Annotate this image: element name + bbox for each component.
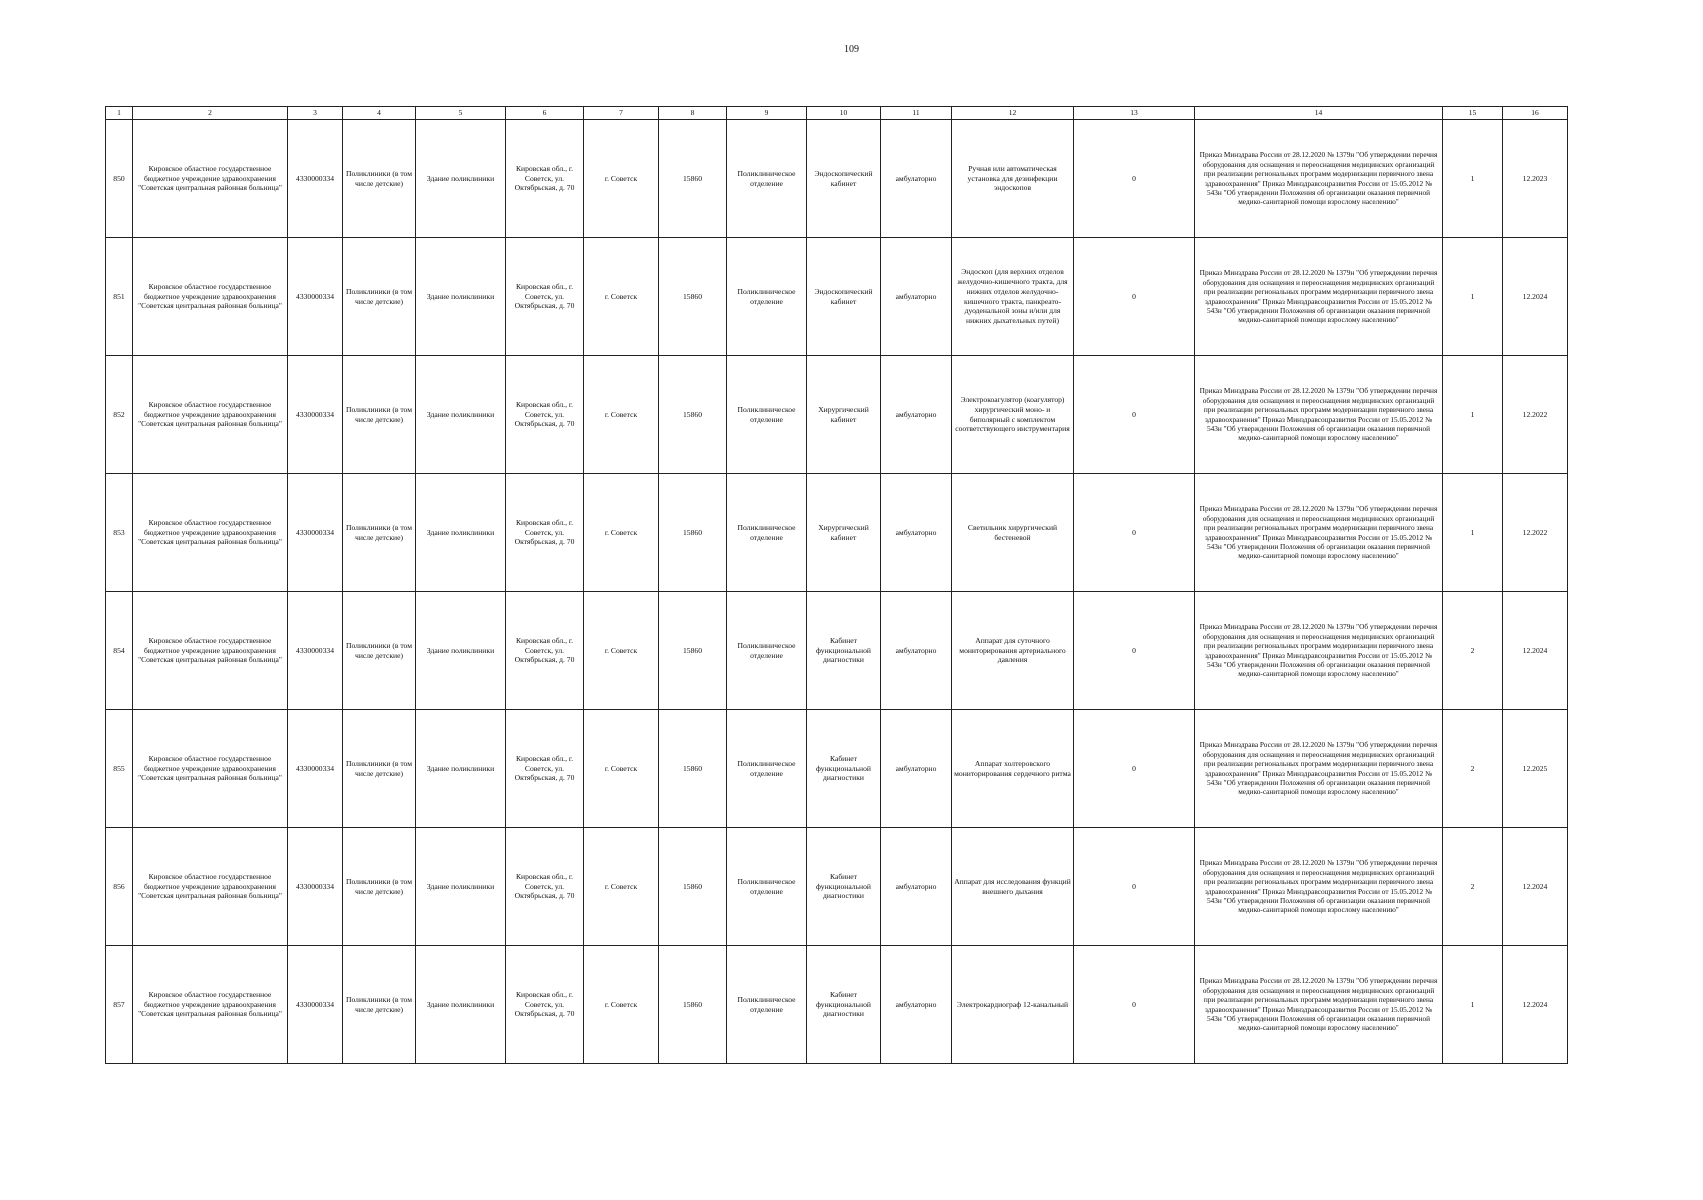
facility-type-cell: Поликлиники (в том числе детские) xyxy=(343,120,416,238)
column-header: 7 xyxy=(584,107,659,120)
inn-cell: 4330000334 xyxy=(288,120,343,238)
table-row xyxy=(106,592,1568,710)
table-row xyxy=(106,946,1568,1064)
row-number-cell: 854 xyxy=(106,592,133,710)
equipment-name-cell: Светильник хирургический бестеневой xyxy=(952,474,1074,592)
care-form-cell: амбулаторно xyxy=(881,946,952,1064)
department-cell: Поликлиническое отделение xyxy=(727,238,807,356)
address-cell: Кировская обл., г. Советск, ул. Октябрьская, д. 70 xyxy=(506,710,584,828)
organization-cell: Кировское областное государственное бюджетное учреждение здравоохранения "Советская центральная районная больница" xyxy=(133,120,288,238)
regulatory-basis-cell: Приказ Минздрава России от 28.12.2020 № 1379н "Об утверждении перечня оборудования для оснащения и переоснащения медицинских организаций при реализации региональных программ модернизации первичного звена здравоохранения" Приказ Минздравсоцразвития России от 15.05.2012 № 543н "Об утверждении Положения об организации оказания первичной медико-санитарной помощи взрослому населению" xyxy=(1195,474,1443,592)
column-header: 4 xyxy=(343,107,416,120)
cabinet-cell: Кабинет функциональной диагностики xyxy=(807,592,881,710)
building-cell: Здание поликлиники xyxy=(416,828,506,946)
building-cell: Здание поликлиники xyxy=(416,120,506,238)
city-cell: г. Советск xyxy=(584,592,659,710)
column-header: 1 xyxy=(106,107,133,120)
available-qty-cell: 0 xyxy=(1074,356,1195,474)
row-number-cell: 852 xyxy=(106,356,133,474)
city-cell: г. Советск xyxy=(584,120,659,238)
building-cell: Здание поликлиники xyxy=(416,592,506,710)
column-header: 8 xyxy=(659,107,727,120)
regulatory-basis-cell: Приказ Минздрава России от 28.12.2020 № 1379н "Об утверждении перечня оборудования для оснащения и переоснащения медицинских организаций при реализации региональных программ модернизации первичного звена здравоохранения" Приказ Минздравсоцразвития России от 15.05.2012 № 543н "Об утверждении Положения об организации оказания первичной медико-санитарной помощи взрослому населению" xyxy=(1195,828,1443,946)
building-cell: Здание поликлиники xyxy=(416,474,506,592)
equipment-register-table xyxy=(105,106,1568,1064)
facility-type-cell: Поликлиники (в том числе детские) xyxy=(343,474,416,592)
facility-type-cell: Поликлиники (в том числе детские) xyxy=(343,592,416,710)
available-qty-cell: 0 xyxy=(1074,474,1195,592)
equipment-name-cell: Аппарат для суточного мониторирования артериального давления xyxy=(952,592,1074,710)
table-row xyxy=(106,474,1568,592)
table-row xyxy=(106,710,1568,828)
row-number-cell: 857 xyxy=(106,946,133,1064)
city-cell: г. Советск xyxy=(584,356,659,474)
available-qty-cell: 0 xyxy=(1074,592,1195,710)
organization-cell: Кировское областное государственное бюджетное учреждение здравоохранения "Советская центральная районная больница" xyxy=(133,356,288,474)
inn-cell: 4330000334 xyxy=(288,710,343,828)
organization-cell: Кировское областное государственное бюджетное учреждение здравоохранения "Советская центральная районная больница" xyxy=(133,828,288,946)
inn-cell: 4330000334 xyxy=(288,356,343,474)
building-cell: Здание поликлиники xyxy=(416,356,506,474)
equipment-name-cell: Эндоскоп (для верхних отделов желудочно-кишечного тракта, для нижних отделов желудочно-кишечного тракта, панкреато-дуоденальной зоны и/или для нижних дыхательных путей) xyxy=(952,238,1074,356)
regulatory-basis-cell: Приказ Минздрава России от 28.12.2020 № 1379н "Об утверждении перечня оборудования для оснащения и переоснащения медицинских организаций при реализации региональных программ модернизации первичного звена здравоохранения" Приказ Минздравсоцразвития России от 15.05.2012 № 543н "Об утверждении Положения об организации оказания первичной медико-санитарной помощи взрослому населению" xyxy=(1195,592,1443,710)
column-header: 13 xyxy=(1074,107,1195,120)
equipment-name-cell: Аппарат холтеровского мониторирования сердечного ритма xyxy=(952,710,1074,828)
settlement-code-cell: 15860 xyxy=(659,592,727,710)
organization-cell: Кировское областное государственное бюджетное учреждение здравоохранения "Советская центральная районная больница" xyxy=(133,946,288,1064)
column-number-row xyxy=(106,107,1568,120)
settlement-code-cell: 15860 xyxy=(659,356,727,474)
cabinet-cell: Эндоскопический кабинет xyxy=(807,120,881,238)
required-qty-cell: 1 xyxy=(1443,946,1503,1064)
city-cell: г. Советск xyxy=(584,710,659,828)
page-number: 109 xyxy=(844,44,859,55)
row-number-cell: 853 xyxy=(106,474,133,592)
column-header: 14 xyxy=(1195,107,1443,120)
address-cell: Кировская обл., г. Советск, ул. Октябрьская, д. 70 xyxy=(506,592,584,710)
settlement-code-cell: 15860 xyxy=(659,238,727,356)
facility-type-cell: Поликлиники (в том числе детские) xyxy=(343,238,416,356)
address-cell: Кировская обл., г. Советск, ул. Октябрьская, д. 70 xyxy=(506,828,584,946)
delivery-date-cell: 12.2022 xyxy=(1503,356,1568,474)
required-qty-cell: 2 xyxy=(1443,828,1503,946)
required-qty-cell: 1 xyxy=(1443,356,1503,474)
delivery-date-cell: 12.2025 xyxy=(1503,710,1568,828)
required-qty-cell: 2 xyxy=(1443,710,1503,828)
table-row xyxy=(106,120,1568,238)
inn-cell: 4330000334 xyxy=(288,238,343,356)
inn-cell: 4330000334 xyxy=(288,592,343,710)
organization-cell: Кировское областное государственное бюджетное учреждение здравоохранения "Советская центральная районная больница" xyxy=(133,710,288,828)
settlement-code-cell: 15860 xyxy=(659,828,727,946)
equipment-name-cell: Ручная или автоматическая установка для дезинфекции эндоскопов xyxy=(952,120,1074,238)
cabinet-cell: Кабинет функциональной диагностики xyxy=(807,828,881,946)
organization-cell: Кировское областное государственное бюджетное учреждение здравоохранения "Советская центральная районная больница" xyxy=(133,238,288,356)
building-cell: Здание поликлиники xyxy=(416,946,506,1064)
facility-type-cell: Поликлиники (в том числе детские) xyxy=(343,946,416,1064)
department-cell: Поликлиническое отделение xyxy=(727,592,807,710)
equipment-name-cell: Электрокардиограф 12-канальный xyxy=(952,946,1074,1064)
settlement-code-cell: 15860 xyxy=(659,946,727,1064)
required-qty-cell: 2 xyxy=(1443,592,1503,710)
settlement-code-cell: 15860 xyxy=(659,474,727,592)
regulatory-basis-cell: Приказ Минздрава России от 28.12.2020 № 1379н "Об утверждении перечня оборудования для оснащения и переоснащения медицинских организаций при реализации региональных программ модернизации первичного звена здравоохранения" Приказ Минздравсоцразвития России от 15.05.2012 № 543н "Об утверждении Положения об организации оказания первичной медико-санитарной помощи взрослому населению" xyxy=(1195,710,1443,828)
inn-cell: 4330000334 xyxy=(288,946,343,1064)
department-cell: Поликлиническое отделение xyxy=(727,356,807,474)
regulatory-basis-cell: Приказ Минздрава России от 28.12.2020 № 1379н "Об утверждении перечня оборудования для оснащения и переоснащения медицинских организаций при реализации региональных программ модернизации первичного звена здравоохранения" Приказ Минздравсоцразвития России от 15.05.2012 № 543н "Об утверждении Положения об организации оказания первичной медико-санитарной помощи взрослому населению" xyxy=(1195,238,1443,356)
cabinet-cell: Кабинет функциональной диагностики xyxy=(807,710,881,828)
column-header: 10 xyxy=(807,107,881,120)
delivery-date-cell: 12.2023 xyxy=(1503,120,1568,238)
column-header: 2 xyxy=(133,107,288,120)
column-header: 11 xyxy=(881,107,952,120)
city-cell: г. Советск xyxy=(584,238,659,356)
settlement-code-cell: 15860 xyxy=(659,120,727,238)
delivery-date-cell: 12.2024 xyxy=(1503,946,1568,1064)
available-qty-cell: 0 xyxy=(1074,946,1195,1064)
cabinet-cell: Хирургический кабинет xyxy=(807,474,881,592)
table-row xyxy=(106,356,1568,474)
required-qty-cell: 1 xyxy=(1443,474,1503,592)
department-cell: Поликлиническое отделение xyxy=(727,120,807,238)
settlement-code-cell: 15860 xyxy=(659,710,727,828)
cabinet-cell: Кабинет функциональной диагностики xyxy=(807,946,881,1064)
column-header: 9 xyxy=(727,107,807,120)
city-cell: г. Советск xyxy=(584,474,659,592)
department-cell: Поликлиническое отделение xyxy=(727,474,807,592)
cabinet-cell: Хирургический кабинет xyxy=(807,356,881,474)
regulatory-basis-cell: Приказ Минздрава России от 28.12.2020 № 1379н "Об утверждении перечня оборудования для оснащения и переоснащения медицинских организаций при реализации региональных программ модернизации первичного звена здравоохранения" Приказ Минздравсоцразвития России от 15.05.2012 № 543н "Об утверждении Положения об организации оказания первичной медико-санитарной помощи взрослому населению" xyxy=(1195,946,1443,1064)
column-header: 6 xyxy=(506,107,584,120)
equipment-name-cell: Аппарат для исследования функций внешнего дыхания xyxy=(952,828,1074,946)
care-form-cell: амбулаторно xyxy=(881,120,952,238)
inn-cell: 4330000334 xyxy=(288,828,343,946)
row-number-cell: 856 xyxy=(106,828,133,946)
care-form-cell: амбулаторно xyxy=(881,828,952,946)
row-number-cell: 855 xyxy=(106,710,133,828)
delivery-date-cell: 12.2022 xyxy=(1503,474,1568,592)
required-qty-cell: 1 xyxy=(1443,238,1503,356)
city-cell: г. Советск xyxy=(584,946,659,1064)
delivery-date-cell: 12.2024 xyxy=(1503,238,1568,356)
address-cell: Кировская обл., г. Советск, ул. Октябрьская, д. 70 xyxy=(506,238,584,356)
address-cell: Кировская обл., г. Советск, ул. Октябрьская, д. 70 xyxy=(506,356,584,474)
delivery-date-cell: 12.2024 xyxy=(1503,592,1568,710)
available-qty-cell: 0 xyxy=(1074,120,1195,238)
care-form-cell: амбулаторно xyxy=(881,710,952,828)
department-cell: Поликлиническое отделение xyxy=(727,710,807,828)
required-qty-cell: 1 xyxy=(1443,120,1503,238)
care-form-cell: амбулаторно xyxy=(881,356,952,474)
row-number-cell: 850 xyxy=(106,120,133,238)
address-cell: Кировская обл., г. Советск, ул. Октябрьская, д. 70 xyxy=(506,120,584,238)
building-cell: Здание поликлиники xyxy=(416,238,506,356)
column-header: 16 xyxy=(1503,107,1568,120)
column-header: 5 xyxy=(416,107,506,120)
city-cell: г. Советск xyxy=(584,828,659,946)
organization-cell: Кировское областное государственное бюджетное учреждение здравоохранения "Советская центральная районная больница" xyxy=(133,592,288,710)
available-qty-cell: 0 xyxy=(1074,238,1195,356)
available-qty-cell: 0 xyxy=(1074,828,1195,946)
care-form-cell: амбулаторно xyxy=(881,238,952,356)
available-qty-cell: 0 xyxy=(1074,710,1195,828)
column-header: 3 xyxy=(288,107,343,120)
equipment-name-cell: Электрокоагулятор (коагулятор) хирургический моно- и биполярный с комплектом соответствующего инструментария xyxy=(952,356,1074,474)
building-cell: Здание поликлиники xyxy=(416,710,506,828)
address-cell: Кировская обл., г. Советск, ул. Октябрьская, д. 70 xyxy=(506,474,584,592)
regulatory-basis-cell: Приказ Минздрава России от 28.12.2020 № 1379н "Об утверждении перечня оборудования для оснащения и переоснащения медицинских организаций при реализации региональных программ модернизации первичного звена здравоохранения" Приказ Минздравсоцразвития России от 15.05.2012 № 543н "Об утверждении Положения об организации оказания первичной медико-санитарной помощи взрослому населению" xyxy=(1195,356,1443,474)
care-form-cell: амбулаторно xyxy=(881,592,952,710)
facility-type-cell: Поликлиники (в том числе детские) xyxy=(343,710,416,828)
address-cell: Кировская обл., г. Советск, ул. Октябрьская, д. 70 xyxy=(506,946,584,1064)
cabinet-cell: Эндоскопический кабинет xyxy=(807,238,881,356)
delivery-date-cell: 12.2024 xyxy=(1503,828,1568,946)
regulatory-basis-cell: Приказ Минздрава России от 28.12.2020 № 1379н "Об утверждении перечня оборудования для оснащения и переоснащения медицинских организаций при реализации региональных программ модернизации первичного звена здравоохранения" Приказ Минздравсоцразвития России от 15.05.2012 № 543н "Об утверждении Положения об организации оказания первичной медико-санитарной помощи взрослому населению" xyxy=(1195,120,1443,238)
department-cell: Поликлиническое отделение xyxy=(727,828,807,946)
department-cell: Поликлиническое отделение xyxy=(727,946,807,1064)
table-row xyxy=(106,238,1568,356)
column-header: 12 xyxy=(952,107,1074,120)
row-number-cell: 851 xyxy=(106,238,133,356)
facility-type-cell: Поликлиники (в том числе детские) xyxy=(343,356,416,474)
inn-cell: 4330000334 xyxy=(288,474,343,592)
organization-cell: Кировское областное государственное бюджетное учреждение здравоохранения "Советская центральная районная больница" xyxy=(133,474,288,592)
table-row xyxy=(106,828,1568,946)
column-header: 15 xyxy=(1443,107,1503,120)
care-form-cell: амбулаторно xyxy=(881,474,952,592)
facility-type-cell: Поликлиники (в том числе детские) xyxy=(343,828,416,946)
